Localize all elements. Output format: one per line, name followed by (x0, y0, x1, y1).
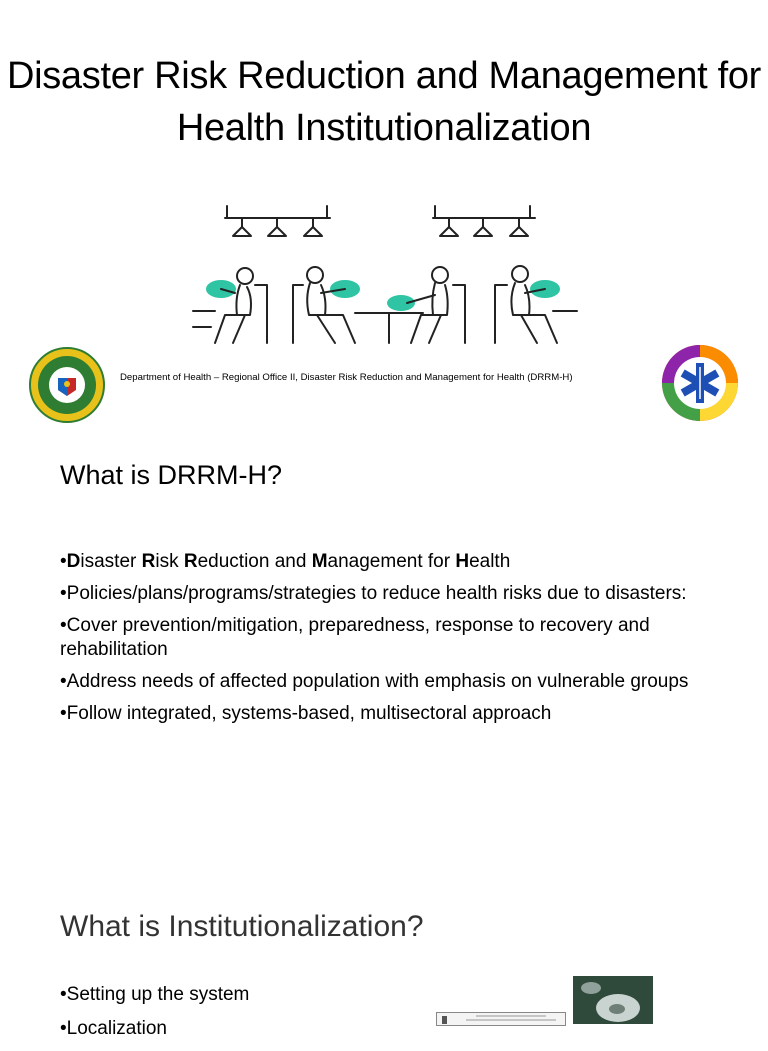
list-item: •Localization (60, 1018, 167, 1039)
list-item: •Cover prevention/mitigation, preparedness, response to recovery and rehabilitation (60, 615, 650, 660)
person-with-laptop-icon (193, 268, 267, 343)
drrm-h-bullet-list (60, 550, 720, 734)
desk-lamp-icon (225, 206, 330, 236)
doh-seal-icon (28, 346, 106, 424)
satellite-image-thumbnail (573, 976, 653, 1024)
desk-lamp-icon (433, 206, 535, 236)
person-with-laptop-icon (293, 267, 360, 343)
list-item: •Policies/plans/programs/strategies to reduce health risks due to disasters: (60, 583, 687, 604)
org-line: Department of Health – Regional Office II, Disaster Risk Reduction and Management for Health (DRRM-H) (120, 372, 573, 383)
list-item: •Setting up the system (60, 984, 250, 1005)
list-item: •Disaster Risk Reduction and Management for Health (60, 551, 511, 572)
drrm-h-logo-icon (658, 343, 742, 423)
person-with-laptop-icon (495, 266, 577, 343)
list-item: •Follow integrated, systems-based, multisectoral approach (60, 703, 552, 724)
section-heading-drrm-h: What is DRRM-H? (60, 460, 283, 490)
list-item: •Address needs of affected population with emphasis on vulnerable groups (60, 671, 689, 692)
people-laptops-illustration (185, 203, 585, 348)
section-heading-institutionalization: What is Institutionalization? (60, 910, 424, 943)
page-title: Disaster Risk Reduction and Management for Health Institutionalization (6, 55, 762, 149)
institutionalization-bullet-list (60, 983, 460, 1051)
person-with-laptop-icon (407, 267, 465, 343)
